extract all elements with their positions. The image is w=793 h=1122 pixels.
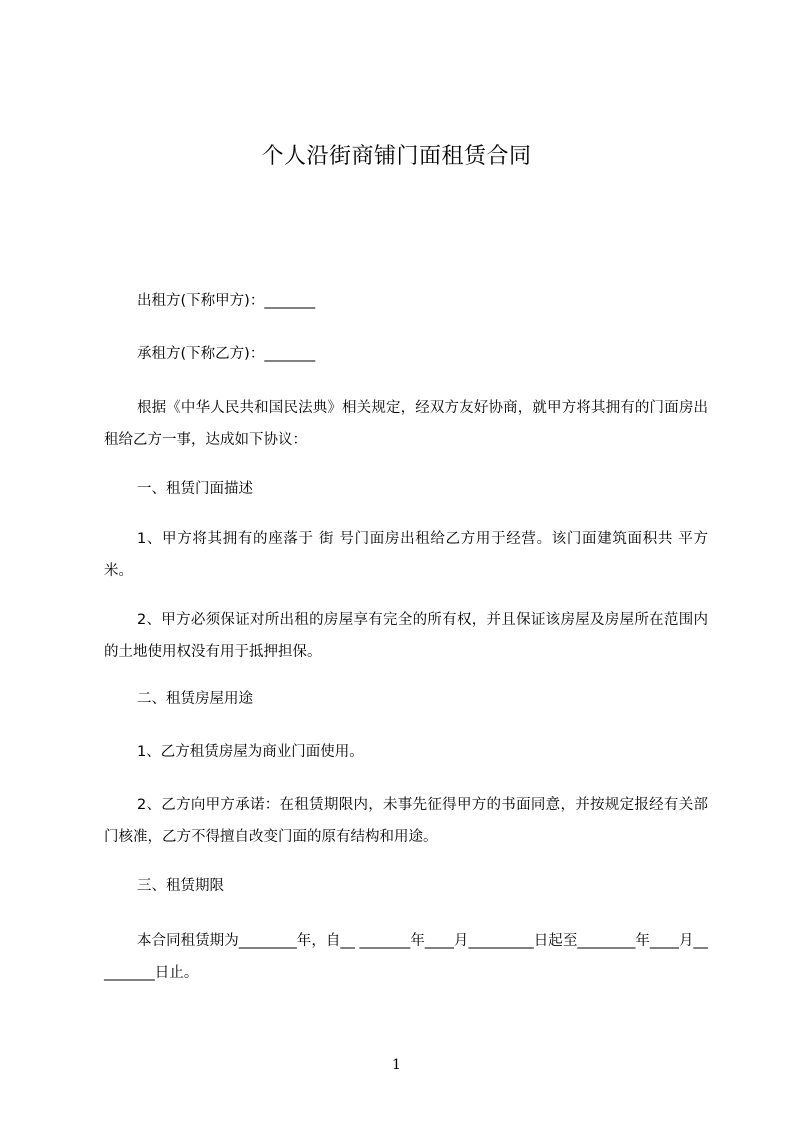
lessee-line: 承租方(下称乙方)：_______ [137, 346, 316, 362]
section-2-clause-1: 1、乙方租赁房屋为商业门面使用。 [137, 744, 364, 760]
section-3-heading: 三、租赁期限 [137, 878, 224, 894]
section-2-heading: 二、租赁房屋用途 [137, 691, 253, 707]
section-3-clause-1: 本合同租赁期为________年，自__ _______年____月_________日起至________年____月_________日止。 [104, 933, 708, 981]
lessor-line: 出租方(下称甲方)：_______ [137, 293, 316, 309]
document-title: 个人沿街商铺门面租赁合同 [261, 144, 532, 169]
intro-paragraph: 根据《中华人民共和国民法典》相关规定，经双方友好协商，就甲方将其拥有的门面房出租给乙方一事，达成如下协议： [104, 400, 708, 448]
section-1-heading: 一、租赁门面描述 [137, 481, 253, 497]
page-number: 1 [392, 1057, 401, 1073]
section-1-clause-1: 1、甲方将其拥有的座落于 街 号门面房出租给乙方用于经营。该门面建筑面积共 平方米。 [104, 531, 708, 579]
section-1-clause-2: 2、甲方必须保证对所出租的房屋享有完全的所有权，并且保证该房屋及房屋所在范围内的土地使用权没有用于抵押担保。 [104, 612, 708, 660]
section-2-clause-2: 2、乙方向甲方承诺：在租赁期限内，未事先征得甲方的书面同意，并按规定报经有关部门核准，乙方不得擅自改变门面的原有结构和用途。 [104, 797, 708, 845]
